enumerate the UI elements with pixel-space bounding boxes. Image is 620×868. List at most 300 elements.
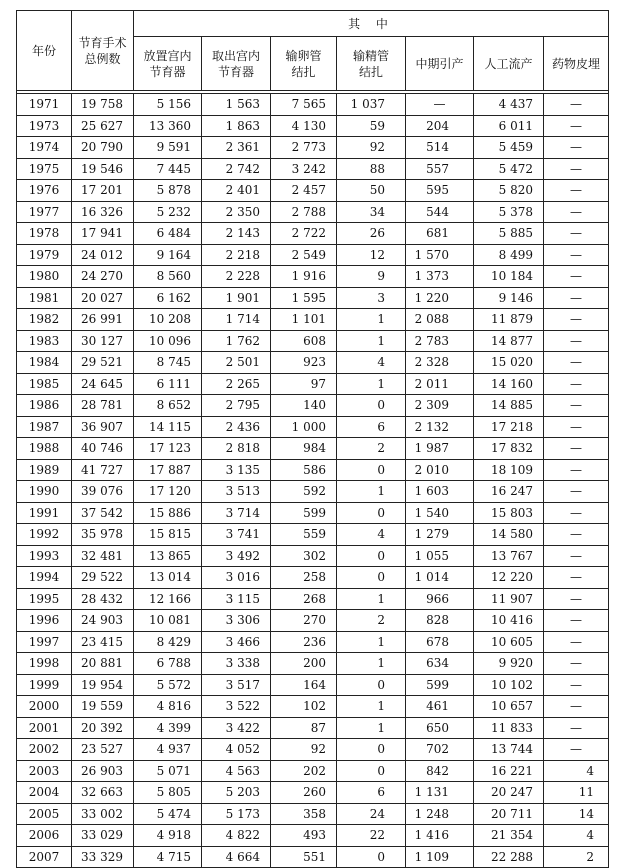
cell-midterm: 828 [406, 610, 474, 632]
cell-midterm: 2 010 [406, 459, 474, 481]
table-row [17, 803, 609, 825]
table-row [17, 631, 609, 653]
cell-iud-insert: 17 120 [134, 481, 202, 503]
table-row [17, 115, 609, 137]
cell-midterm: 2 132 [406, 416, 474, 438]
cell-implant: — [544, 158, 609, 180]
cell-iud-insert: 9 164 [134, 244, 202, 266]
cell-iud-insert: 7 445 [134, 158, 202, 180]
cell-implant: 4 [544, 825, 609, 847]
table-row [17, 266, 609, 288]
cell-iud-remove: 2 265 [202, 373, 271, 395]
cell-iud-remove: 1 863 [202, 115, 271, 137]
cell-midterm: 514 [406, 137, 474, 159]
cell-iud-remove: 1 714 [202, 309, 271, 331]
cell-iud-remove: 4 822 [202, 825, 271, 847]
cell-vas: 1 [337, 631, 406, 653]
cell-implant: 2 [544, 846, 609, 868]
cell-iud-remove: 3 016 [202, 567, 271, 589]
cell-vas: 22 [337, 825, 406, 847]
cell-total: 40 746 [72, 438, 134, 460]
cell-abortion: 13 744 [474, 739, 544, 761]
cell-total: 29 522 [72, 567, 134, 589]
cell-tubal: 599 [271, 502, 337, 524]
cell-iud-remove: 5 203 [202, 782, 271, 804]
cell-total: 24 270 [72, 266, 134, 288]
cell-iud-remove: 3 513 [202, 481, 271, 503]
cell-implant: — [544, 416, 609, 438]
cell-implant: 4 [544, 760, 609, 782]
cell-iud-insert: 10 096 [134, 330, 202, 352]
cell-vas: 4 [337, 352, 406, 374]
header-iud-insert-line1: 放置宫内 [143, 48, 192, 63]
cell-midterm: 1 373 [406, 266, 474, 288]
cell-iud-remove: 3 338 [202, 653, 271, 675]
table-row [17, 610, 609, 632]
cell-iud-remove: 3 422 [202, 717, 271, 739]
cell-tubal: 2 773 [271, 137, 337, 159]
cell-abortion: 16 247 [474, 481, 544, 503]
cell-iud-insert: 14 115 [134, 416, 202, 438]
cell-iud-remove: 4 563 [202, 760, 271, 782]
cell-tubal: 236 [271, 631, 337, 653]
cell-tubal: 102 [271, 696, 337, 718]
table-row [17, 674, 609, 696]
table-row [17, 782, 609, 804]
cell-iud-insert: 17 123 [134, 438, 202, 460]
cell-tubal: 164 [271, 674, 337, 696]
cell-midterm: 2 783 [406, 330, 474, 352]
cell-abortion: 21 354 [474, 825, 544, 847]
cell-iud-remove: 3 714 [202, 502, 271, 524]
cell-abortion: 14 885 [474, 395, 544, 417]
cell-tubal: 493 [271, 825, 337, 847]
cell-implant: — [544, 244, 609, 266]
cell-iud-insert: 6 484 [134, 223, 202, 245]
cell-abortion: 10 102 [474, 674, 544, 696]
cell-vas: 2 [337, 610, 406, 632]
table-row [17, 309, 609, 331]
cell-implant: — [544, 137, 609, 159]
header-total-line2: 总例数 [84, 51, 121, 66]
cell-iud-remove: 2 818 [202, 438, 271, 460]
table-row [17, 717, 609, 739]
cell-midterm: 2 088 [406, 309, 474, 331]
header-iud-insert-line2: 节育器 [149, 64, 186, 79]
table-header [17, 11, 609, 94]
cell-midterm: 966 [406, 588, 474, 610]
cell-iud-remove: 3 115 [202, 588, 271, 610]
header-total-line1: 节育手术 [78, 35, 127, 50]
cell-iud-insert: 13 865 [134, 545, 202, 567]
cell-vas: 1 [337, 481, 406, 503]
cell-midterm: 702 [406, 739, 474, 761]
cell-implant: — [544, 223, 609, 245]
cell-iud-insert: 4 816 [134, 696, 202, 718]
header-vas [337, 37, 406, 91]
cell-midterm: 634 [406, 653, 474, 675]
cell-year: 1996 [17, 610, 72, 632]
cell-midterm: 1 540 [406, 502, 474, 524]
cell-iud-insert: 5 878 [134, 180, 202, 202]
table-row [17, 696, 609, 718]
cell-year: 1998 [17, 653, 72, 675]
cell-iud-insert: 4 918 [134, 825, 202, 847]
cell-tubal: 200 [271, 653, 337, 675]
cell-vas: 26 [337, 223, 406, 245]
table-row [17, 545, 609, 567]
cell-implant: — [544, 287, 609, 309]
table-row [17, 846, 609, 868]
cell-iud-remove: 1 762 [202, 330, 271, 352]
cell-tubal: 202 [271, 760, 337, 782]
cell-year: 1974 [17, 137, 72, 159]
cell-implant: — [544, 266, 609, 288]
header-iud-remove-line2: 节育器 [217, 64, 254, 79]
cell-implant: — [544, 94, 609, 116]
cell-iud-remove: 4 052 [202, 739, 271, 761]
cell-vas: 1 [337, 653, 406, 675]
header-total [72, 11, 134, 91]
cell-tubal: 92 [271, 739, 337, 761]
cell-year: 1973 [17, 115, 72, 137]
cell-midterm: 2 309 [406, 395, 474, 417]
cell-total: 28 432 [72, 588, 134, 610]
cell-abortion: 17 832 [474, 438, 544, 460]
cell-implant: — [544, 653, 609, 675]
cell-iud-remove: 3 492 [202, 545, 271, 567]
cell-tubal: 1 916 [271, 266, 337, 288]
cell-vas: 50 [337, 180, 406, 202]
cell-vas: 9 [337, 266, 406, 288]
cell-total: 24 012 [72, 244, 134, 266]
cell-implant: — [544, 610, 609, 632]
cell-iud-remove: 3 466 [202, 631, 271, 653]
cell-vas: 12 [337, 244, 406, 266]
cell-abortion: 14 160 [474, 373, 544, 395]
cell-year: 1999 [17, 674, 72, 696]
cell-midterm: — [406, 94, 474, 116]
cell-abortion: 16 221 [474, 760, 544, 782]
cell-abortion: 4 437 [474, 94, 544, 116]
cell-iud-insert: 12 166 [134, 588, 202, 610]
cell-implant: 11 [544, 782, 609, 804]
header-vas-line1: 输精管 [352, 48, 389, 63]
cell-midterm: 1 055 [406, 545, 474, 567]
cell-tubal: 1 595 [271, 287, 337, 309]
cell-tubal: 140 [271, 395, 337, 417]
statistics-table [16, 10, 609, 868]
cell-iud-remove: 3 306 [202, 610, 271, 632]
cell-tubal: 2 457 [271, 180, 337, 202]
table-row [17, 223, 609, 245]
cell-abortion: 18 109 [474, 459, 544, 481]
cell-year: 1985 [17, 373, 72, 395]
cell-year: 2006 [17, 825, 72, 847]
cell-tubal: 260 [271, 782, 337, 804]
cell-abortion: 12 220 [474, 567, 544, 589]
table-row [17, 395, 609, 417]
cell-abortion: 6 011 [474, 115, 544, 137]
table-row [17, 373, 609, 395]
table-row [17, 524, 609, 546]
cell-midterm: 461 [406, 696, 474, 718]
cell-total: 20 790 [72, 137, 134, 159]
cell-abortion: 10 416 [474, 610, 544, 632]
cell-abortion: 13 767 [474, 545, 544, 567]
cell-implant: — [544, 524, 609, 546]
cell-year: 1989 [17, 459, 72, 481]
cell-total: 33 002 [72, 803, 134, 825]
cell-year: 2001 [17, 717, 72, 739]
header-abortion: 人工流产 [474, 37, 544, 91]
cell-total: 19 559 [72, 696, 134, 718]
cell-abortion: 14 877 [474, 330, 544, 352]
cell-midterm: 1 570 [406, 244, 474, 266]
table-row [17, 502, 609, 524]
cell-tubal: 3 242 [271, 158, 337, 180]
cell-midterm: 595 [406, 180, 474, 202]
cell-iud-insert: 15 886 [134, 502, 202, 524]
cell-year: 2005 [17, 803, 72, 825]
cell-iud-remove: 5 173 [202, 803, 271, 825]
cell-midterm: 204 [406, 115, 474, 137]
cell-total: 25 627 [72, 115, 134, 137]
cell-abortion: 5 472 [474, 158, 544, 180]
cell-vas: 0 [337, 502, 406, 524]
cell-vas: 1 [337, 309, 406, 331]
cell-total: 28 781 [72, 395, 134, 417]
cell-total: 26 991 [72, 309, 134, 331]
cell-total: 41 727 [72, 459, 134, 481]
cell-year: 2007 [17, 846, 72, 868]
cell-abortion: 14 580 [474, 524, 544, 546]
cell-vas: 1 [337, 717, 406, 739]
cell-abortion: 20 247 [474, 782, 544, 804]
cell-vas: 0 [337, 846, 406, 868]
cell-iud-insert: 8 745 [134, 352, 202, 374]
table-row [17, 438, 609, 460]
cell-total: 16 326 [72, 201, 134, 223]
cell-year: 1980 [17, 266, 72, 288]
cell-abortion: 5 820 [474, 180, 544, 202]
cell-iud-insert: 15 815 [134, 524, 202, 546]
cell-iud-insert: 5 071 [134, 760, 202, 782]
table-row [17, 567, 609, 589]
cell-abortion: 20 711 [474, 803, 544, 825]
header-tubal-line1: 输卵管 [285, 48, 322, 63]
cell-implant: — [544, 373, 609, 395]
cell-abortion: 11 879 [474, 309, 544, 331]
cell-implant: — [544, 438, 609, 460]
cell-vas: 88 [337, 158, 406, 180]
header-year: 年份 [17, 11, 72, 91]
cell-vas: 34 [337, 201, 406, 223]
cell-vas: 0 [337, 459, 406, 481]
cell-total: 29 521 [72, 352, 134, 374]
table-row [17, 158, 609, 180]
cell-tubal: 984 [271, 438, 337, 460]
cell-total: 17 201 [72, 180, 134, 202]
cell-implant: — [544, 502, 609, 524]
header-iud-insert [134, 37, 202, 91]
cell-midterm: 650 [406, 717, 474, 739]
cell-implant: — [544, 309, 609, 331]
cell-total: 24 645 [72, 373, 134, 395]
cell-iud-remove: 1 563 [202, 94, 271, 116]
table-row [17, 244, 609, 266]
cell-abortion: 11 833 [474, 717, 544, 739]
cell-year: 1986 [17, 395, 72, 417]
cell-vas: 6 [337, 416, 406, 438]
cell-abortion: 17 218 [474, 416, 544, 438]
header-midterm: 中期引产 [406, 37, 474, 91]
cell-implant: — [544, 201, 609, 223]
cell-abortion: 11 907 [474, 588, 544, 610]
cell-tubal: 551 [271, 846, 337, 868]
cell-implant: — [544, 567, 609, 589]
cell-iud-insert: 9 591 [134, 137, 202, 159]
cell-vas: 1 [337, 330, 406, 352]
header-tubal-line2: 结扎 [291, 64, 316, 79]
cell-iud-remove: 2 228 [202, 266, 271, 288]
cell-iud-remove: 2 742 [202, 158, 271, 180]
table-row [17, 825, 609, 847]
cell-total: 24 903 [72, 610, 134, 632]
table-row [17, 739, 609, 761]
cell-implant: — [544, 481, 609, 503]
cell-year: 1991 [17, 502, 72, 524]
cell-vas: 0 [337, 395, 406, 417]
cell-year: 1997 [17, 631, 72, 653]
cell-tubal: 2 788 [271, 201, 337, 223]
cell-midterm: 1 248 [406, 803, 474, 825]
cell-year: 1983 [17, 330, 72, 352]
cell-tubal: 268 [271, 588, 337, 610]
cell-tubal: 4 130 [271, 115, 337, 137]
cell-iud-remove: 2 401 [202, 180, 271, 202]
cell-vas: 0 [337, 567, 406, 589]
cell-iud-insert: 10 208 [134, 309, 202, 331]
cell-total: 26 903 [72, 760, 134, 782]
cell-implant: — [544, 674, 609, 696]
cell-year: 1978 [17, 223, 72, 245]
cell-iud-remove: 2 361 [202, 137, 271, 159]
cell-tubal: 559 [271, 524, 337, 546]
table-body [17, 94, 609, 868]
cell-iud-remove: 3 135 [202, 459, 271, 481]
cell-vas: 1 [337, 696, 406, 718]
cell-implant: — [544, 115, 609, 137]
header-iud-remove-line1: 取出宫内 [211, 48, 260, 63]
cell-abortion: 9 146 [474, 287, 544, 309]
cell-midterm: 681 [406, 223, 474, 245]
cell-year: 1995 [17, 588, 72, 610]
cell-tubal: 87 [271, 717, 337, 739]
cell-total: 20 027 [72, 287, 134, 309]
cell-abortion: 15 020 [474, 352, 544, 374]
cell-total: 39 076 [72, 481, 134, 503]
cell-year: 1982 [17, 309, 72, 331]
cell-vas: 1 037 [337, 94, 406, 116]
cell-year: 1977 [17, 201, 72, 223]
table-row [17, 137, 609, 159]
cell-iud-remove: 2 218 [202, 244, 271, 266]
cell-total: 20 392 [72, 717, 134, 739]
cell-iud-insert: 6 788 [134, 653, 202, 675]
cell-total: 30 127 [72, 330, 134, 352]
header-vas-line2: 结扎 [358, 64, 383, 79]
cell-vas: 0 [337, 674, 406, 696]
cell-abortion: 10 657 [474, 696, 544, 718]
table-row [17, 588, 609, 610]
cell-midterm: 1 987 [406, 438, 474, 460]
table-row [17, 201, 609, 223]
cell-vas: 92 [337, 137, 406, 159]
cell-vas: 24 [337, 803, 406, 825]
cell-year: 2003 [17, 760, 72, 782]
cell-total: 19 758 [72, 94, 134, 116]
table-row [17, 180, 609, 202]
cell-iud-remove: 2 143 [202, 223, 271, 245]
cell-midterm: 599 [406, 674, 474, 696]
cell-total: 32 663 [72, 782, 134, 804]
header-group: 其 中 [134, 11, 609, 37]
cell-abortion: 22 288 [474, 846, 544, 868]
cell-midterm: 1 416 [406, 825, 474, 847]
cell-iud-insert: 4 715 [134, 846, 202, 868]
cell-iud-insert: 13 014 [134, 567, 202, 589]
cell-year: 1990 [17, 481, 72, 503]
cell-total: 33 029 [72, 825, 134, 847]
cell-iud-remove: 4 664 [202, 846, 271, 868]
table-row [17, 459, 609, 481]
cell-midterm: 1 109 [406, 846, 474, 868]
cell-iud-insert: 5 232 [134, 201, 202, 223]
cell-year: 1992 [17, 524, 72, 546]
cell-iud-remove: 2 795 [202, 395, 271, 417]
cell-iud-insert: 8 652 [134, 395, 202, 417]
cell-vas: 4 [337, 524, 406, 546]
cell-vas: 1 [337, 373, 406, 395]
cell-vas: 2 [337, 438, 406, 460]
cell-midterm: 544 [406, 201, 474, 223]
cell-year: 1981 [17, 287, 72, 309]
cell-implant: — [544, 352, 609, 374]
cell-iud-insert: 8 429 [134, 631, 202, 653]
cell-iud-remove: 2 436 [202, 416, 271, 438]
cell-abortion: 8 499 [474, 244, 544, 266]
cell-tubal: 1 101 [271, 309, 337, 331]
cell-midterm: 1 014 [406, 567, 474, 589]
cell-total: 35 978 [72, 524, 134, 546]
cell-year: 2004 [17, 782, 72, 804]
cell-year: 2000 [17, 696, 72, 718]
cell-vas: 6 [337, 782, 406, 804]
table-row [17, 416, 609, 438]
table-row [17, 94, 609, 116]
cell-iud-insert: 5 805 [134, 782, 202, 804]
table-row [17, 760, 609, 782]
cell-year: 1988 [17, 438, 72, 460]
cell-year: 1971 [17, 94, 72, 116]
cell-vas: 0 [337, 739, 406, 761]
cell-total: 20 881 [72, 653, 134, 675]
cell-year: 1994 [17, 567, 72, 589]
cell-abortion: 5 885 [474, 223, 544, 245]
cell-total: 19 954 [72, 674, 134, 696]
cell-iud-remove: 1 901 [202, 287, 271, 309]
